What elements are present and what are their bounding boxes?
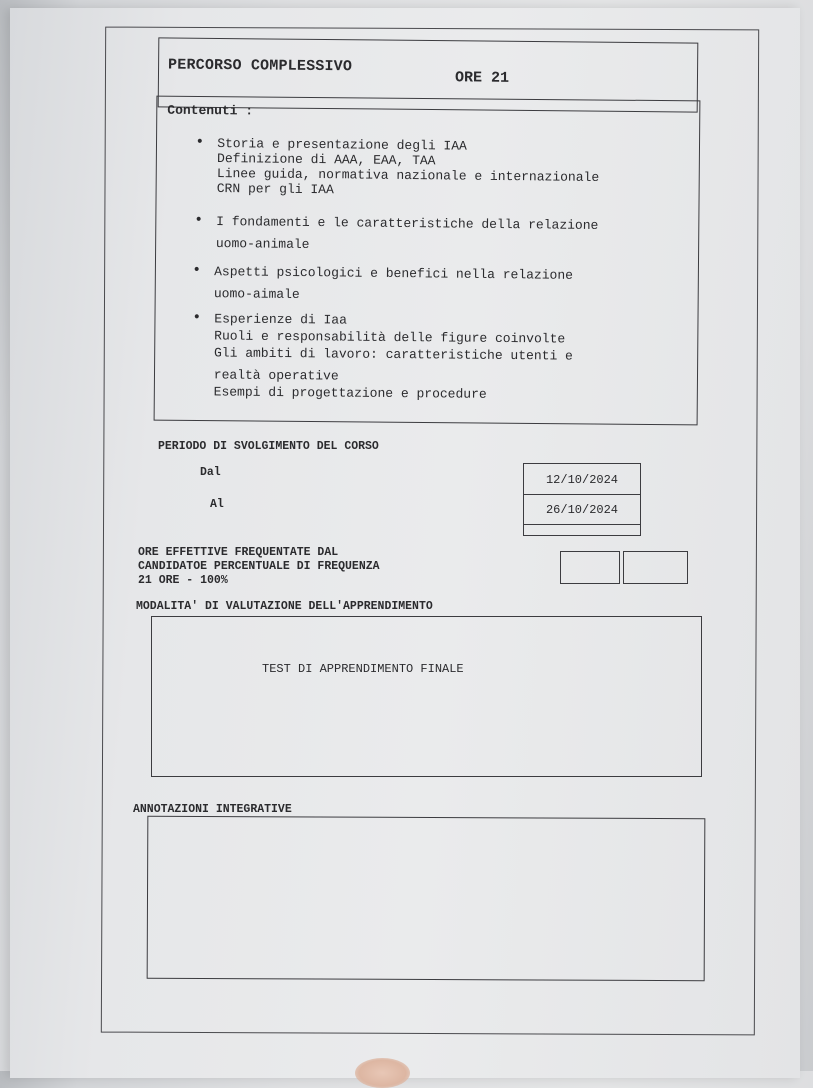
evaluation-title: MODALITA' DI VALUTAZIONE DELL'APPRENDIMENTO — [136, 600, 433, 613]
bullet-line: I fondamenti e le caratteristiche della relazione — [216, 213, 599, 234]
contents-title: Contenuti : — [167, 102, 254, 119]
attendance-percent-box — [623, 551, 688, 584]
contents-bullet-1 — [195, 133, 600, 200]
attendance-hours-box — [560, 551, 620, 584]
contents-bullet-4 — [192, 309, 574, 403]
notes-box — [147, 816, 706, 981]
bullet-line: Linee guida, normativa nazionale e internazionale — [216, 165, 600, 186]
bullet-dot-icon: • — [192, 309, 202, 327]
bullet-line: Ruoli e responsabilità delle figure coinvolte — [214, 328, 566, 347]
bullet-line: Esempi di progettazione e procedure — [213, 384, 487, 402]
bullet-line: Definizione di AAA, EAA, TAA — [217, 150, 436, 169]
evaluation-text: TEST DI APPRENDIMENTO FINALE — [262, 662, 464, 676]
evaluation-box — [151, 616, 702, 777]
attendance-line-1: ORE EFFETTIVE FREQUENTATE DAL — [138, 546, 339, 559]
bullet-dot-icon: • — [195, 133, 205, 151]
attendance-line-2: CANDIDATOE PERCENTUALE DI FREQUENZA — [138, 560, 380, 573]
period-to-label: Al — [210, 498, 224, 511]
period-dates-box — [523, 463, 641, 536]
bullet-dot-icon: • — [194, 211, 204, 229]
finger-shadow — [355, 1058, 410, 1088]
bullet-line: Aspetti psicologici e benefici nella relazione — [214, 264, 574, 283]
period-to-date: 26/10/2024 — [524, 496, 640, 525]
attendance-text — [138, 546, 380, 588]
bullet-line: Esperienze di Iaa — [214, 311, 348, 328]
period-title: PERIODO DI SVOLGIMENTO DEL CORSO — [158, 440, 379, 453]
contents-bullet-2 — [194, 211, 599, 259]
bullet-line: uomo-aimale — [213, 286, 300, 303]
period-from-date: 12/10/2024 — [524, 466, 640, 495]
bullet-line: CRN per gli IAA — [216, 180, 334, 198]
course-hours: ORE 21 — [454, 69, 510, 87]
bullet-line: Gli ambiti di lavoro: caratteristiche utenti e — [213, 345, 573, 364]
bullet-line: realtà operative — [213, 367, 339, 384]
attendance-line-3: 21 ORE - 100% — [138, 574, 228, 587]
notes-title: ANNOTAZIONI INTEGRATIVE — [133, 803, 292, 816]
bullet-line: uomo-animale — [215, 235, 310, 252]
bullet-line: Storia e presentazione degli IAA — [217, 136, 467, 154]
period-from-label: Dal — [200, 466, 221, 479]
bullet-dot-icon: • — [192, 261, 202, 279]
course-title: PERCORSO COMPLESSIVO — [168, 56, 353, 76]
contents-bullet-3 — [192, 261, 574, 309]
